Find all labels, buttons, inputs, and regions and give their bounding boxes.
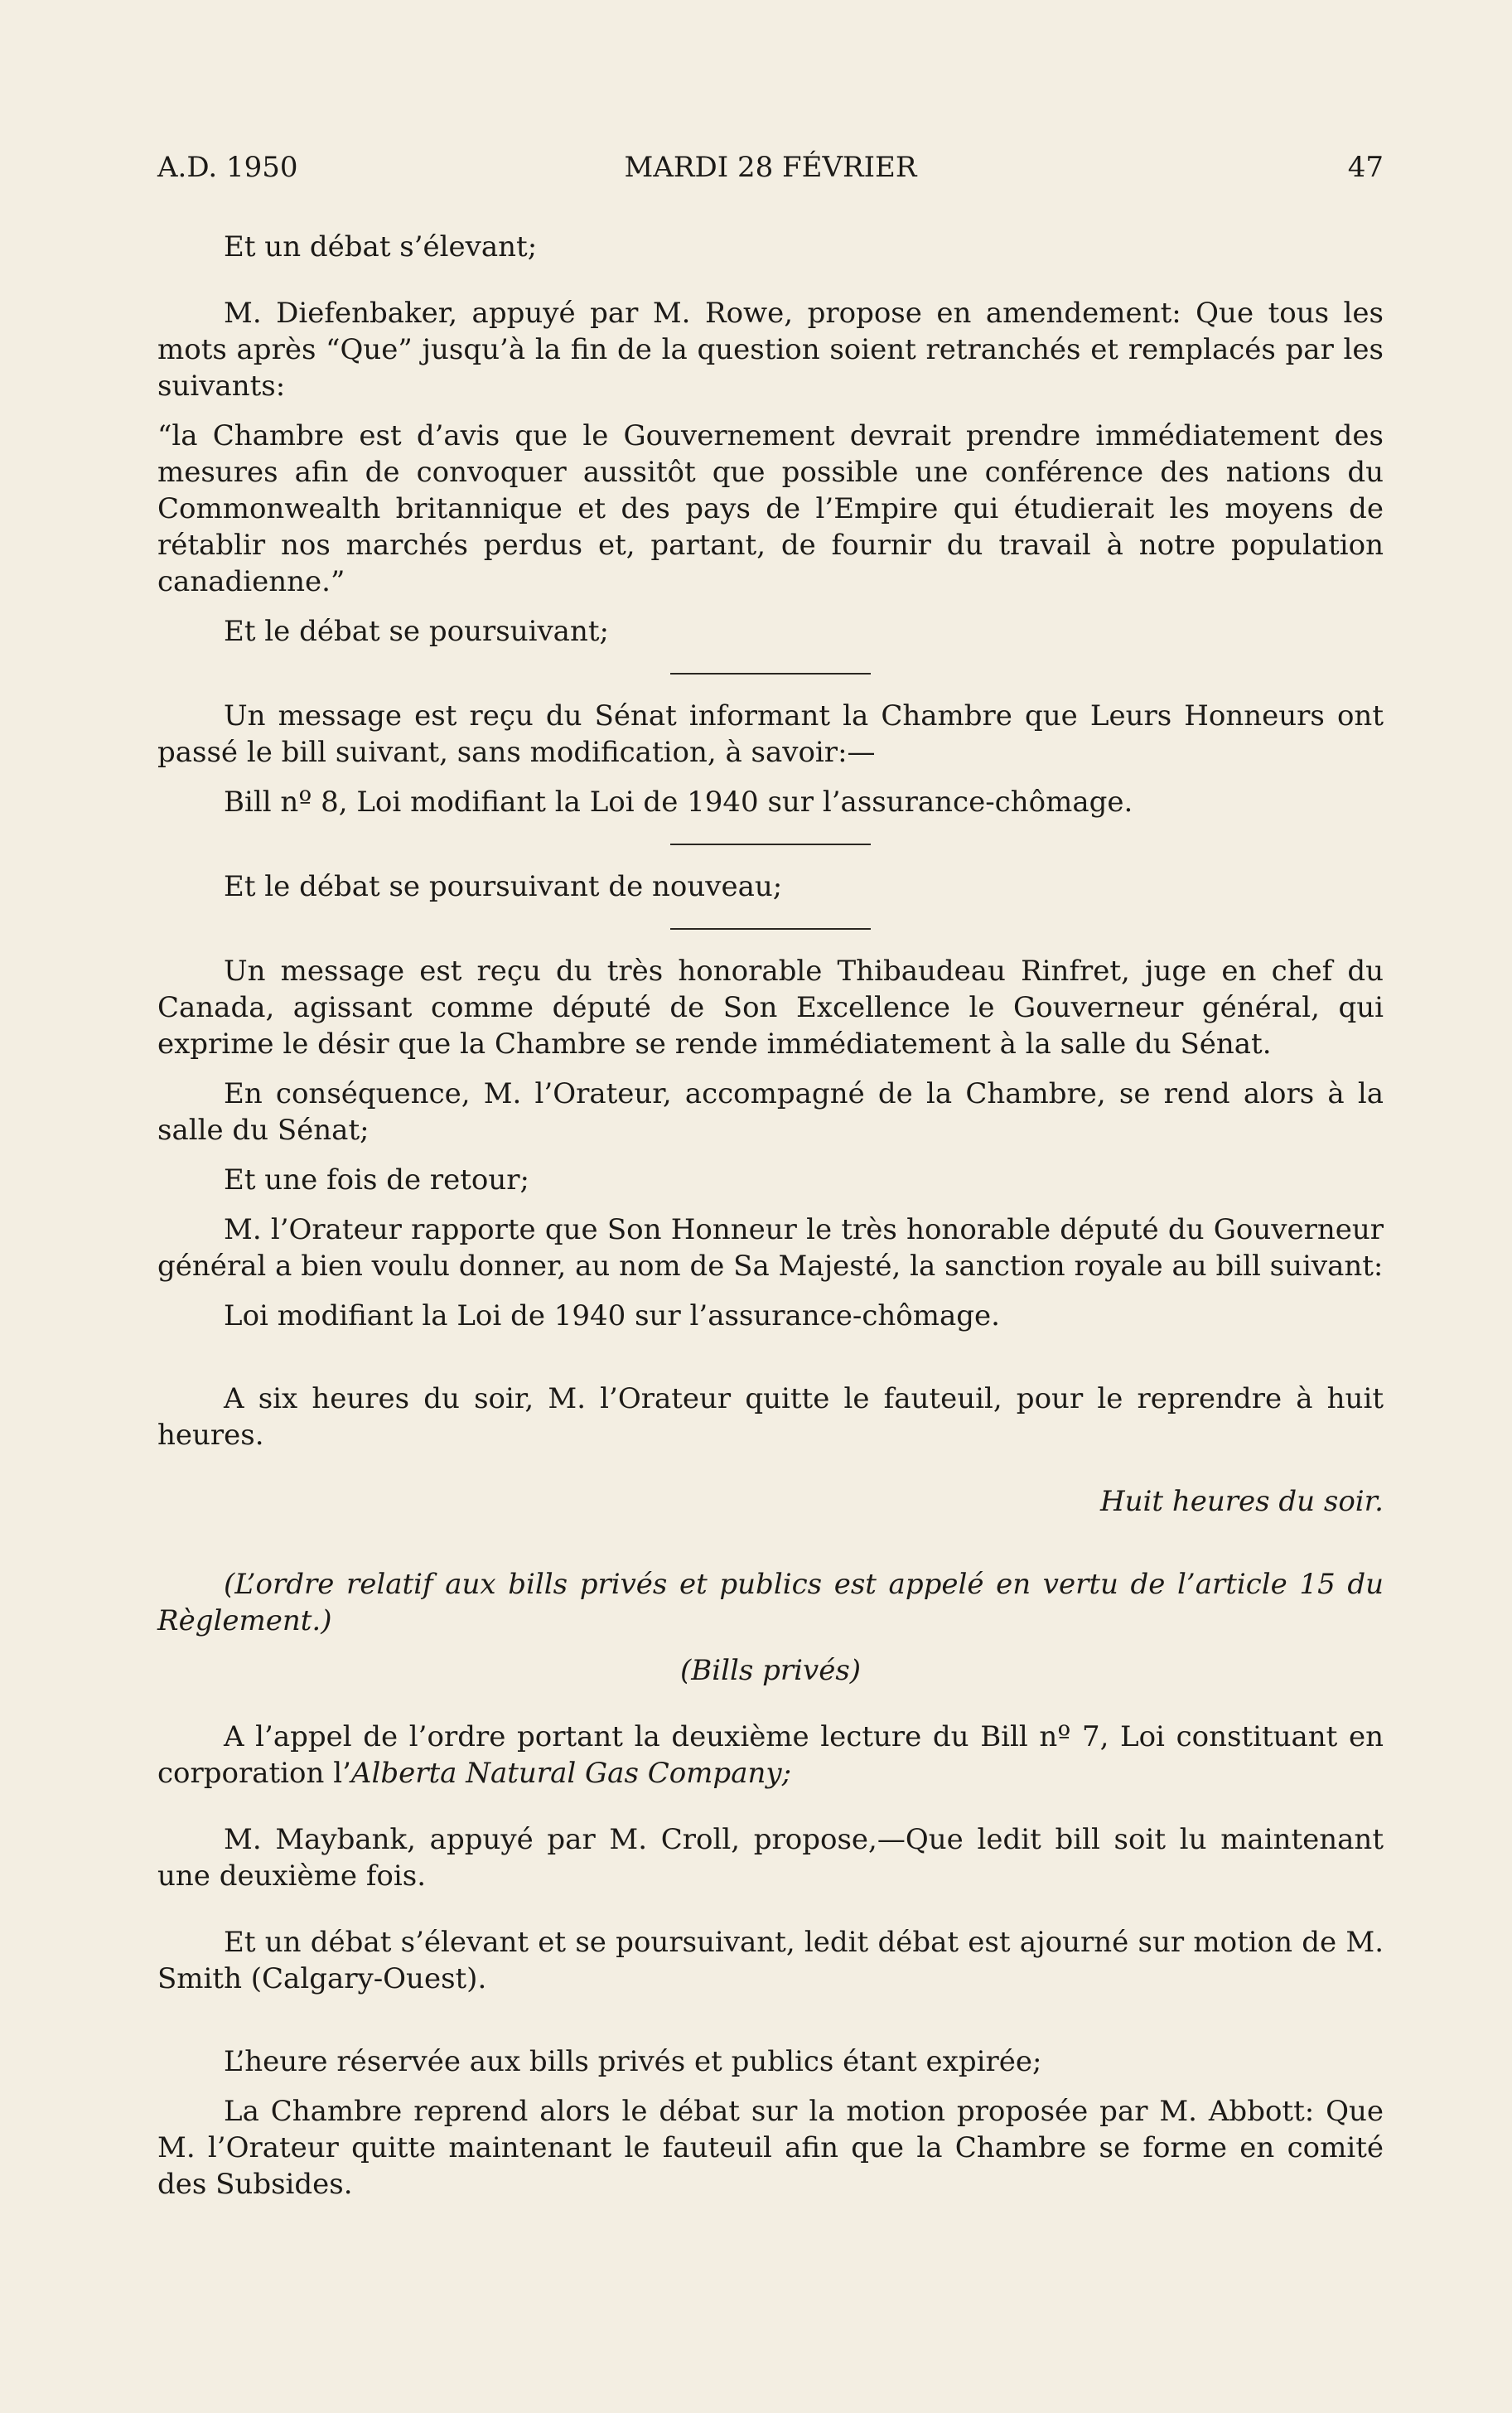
paragraph-debate-continuing: Et le débat se poursuivant; bbox=[224, 615, 609, 648]
paragraph-bill-8: Bill nº 8, Loi modifiant la Loi de 1940 sur l’assurance-chômage. bbox=[224, 786, 1133, 819]
page-number: 47 bbox=[1347, 151, 1384, 184]
bill-7-text: A l’appel de l’ordre portant la deuxième lecture du Bill nº 7, Loi constituant en corporation l’ bbox=[157, 1720, 1384, 1790]
paragraph-maybank-motion: M. Maybank, appuyé par M. Croll, propose,—Que ledit bill soit lu maintenant une deuxième fois. bbox=[157, 1823, 1384, 1893]
paragraph-bill-7 bbox=[157, 1719, 1384, 1792]
paragraph-amendment-text: “la Chambre est d’avis que le Gouvernement devrait prendre immédiatement des mesures afin de convoquer aussitôt que possible une conférence des nations du Commonwealth britannique et des pays de l’Empire qui étudierait les moyens de rétablir nos marchés perdus et, partant, de fournir du travail à notre population canadienne.” bbox=[157, 419, 1384, 598]
header-year: A.D. 1950 bbox=[157, 151, 298, 184]
section-divider bbox=[670, 844, 871, 845]
paragraph-debate-rising: Et un débat s’élevant; bbox=[224, 230, 538, 264]
paragraph-assented-bill: Loi modifiant la Loi de 1940 sur l’assurance-chômage. bbox=[224, 1299, 1000, 1332]
paragraph-hour-expired: L’heure réservée aux bills privés et publics étant expirée; bbox=[224, 2045, 1042, 2078]
paragraph-amendment: M. Diefenbaker, appuyé par M. Rowe, propose en amendement: Que tous les mots après “Que” jusqu’à la fin de la question soient retranchés et remplacés par les suivants: bbox=[157, 297, 1384, 403]
paragraph-six-oclock: A six heures du soir, M. l’Orateur quitte le fauteuil, pour le reprendre à huit heures. bbox=[157, 1382, 1384, 1452]
paragraph-supply-motion: La Chambre reprend alors le débat sur la motion proposée par M. Abbott: Que M. l’Orateur quitte maintenant le fauteuil afin que la Chambre se forme en comité des Subsides. bbox=[157, 2095, 1384, 2201]
paragraph-rinfret-message: Un message est reçu du très honorable Thibaudeau Rinfret, juge en chef du Canada, agissant comme député de Son Excellence le Gouverneur général, qui exprime le désir que la Chambre se rende immédiatement à la salle du Sénat. bbox=[157, 955, 1384, 1061]
document-page bbox=[157, 149, 1384, 2203]
section-heading-private-bills: (Bills privés) bbox=[679, 1654, 862, 1687]
paragraph-return: Et une fois de retour; bbox=[224, 1163, 530, 1197]
paragraph-consequence: En conséquence, M. l’Orateur, accompagné de la Chambre, se rend alors à la salle du Sénat; bbox=[157, 1077, 1384, 1147]
paragraph-order-note: (L’ordre relatif aux bills privés et publics est appelé en vertu de l’article 15 du Règlement.) bbox=[157, 1568, 1384, 1637]
page-header bbox=[157, 149, 1384, 196]
section-divider bbox=[670, 673, 871, 675]
time-heading: Huit heures du soir. bbox=[1099, 1485, 1384, 1518]
paragraph-debate-continuing-again: Et le débat se poursuivant de nouveau; bbox=[224, 870, 783, 903]
paragraph-adjourned-debate: Et un débat s’élevant et se poursuivant, ledit débat est ajourné sur motion de M. Smith (Calgary-Ouest). bbox=[157, 1926, 1384, 1995]
header-date: MARDI 28 FÉVRIER bbox=[624, 151, 917, 184]
paragraph-royal-assent: M. l’Orateur rapporte que Son Honneur le très honorable député du Gouverneur général a bien voulu donner, au nom de Sa Majesté, la sanction royale au bill suivant: bbox=[157, 1213, 1384, 1283]
section-divider bbox=[670, 928, 871, 930]
company-name: Alberta Natural Gas Company; bbox=[350, 1757, 792, 1790]
paragraph-senate-message: Un message est reçu du Sénat informant la Chambre que Leurs Honneurs ont passé le bill suivant, sans modification, à savoir:— bbox=[157, 699, 1384, 769]
